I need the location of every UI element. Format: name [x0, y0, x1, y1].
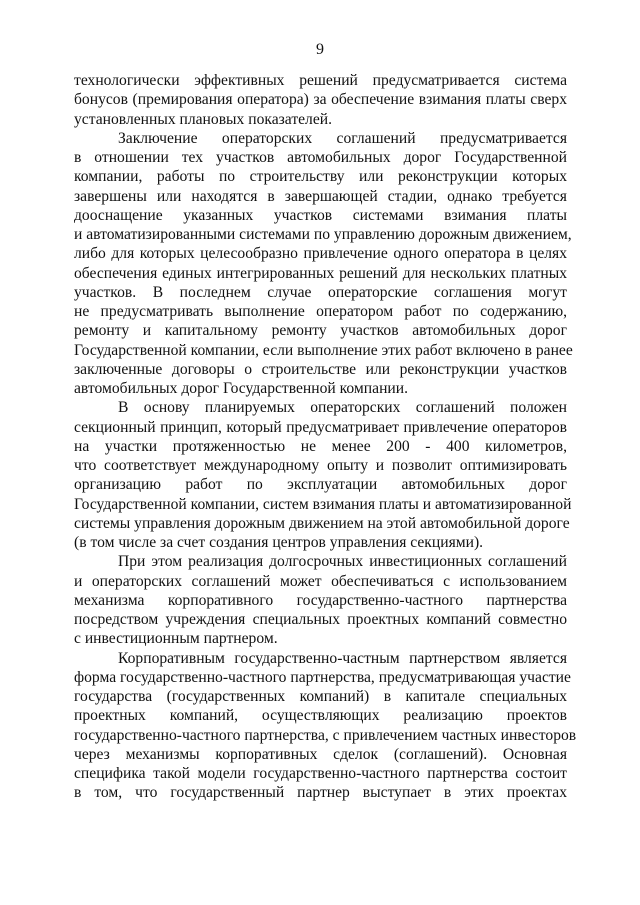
text-line: Государственной компании, если выполнение этих работ включено в ранее [74, 341, 573, 359]
text-line: секционный принцип, который предусматривает привлечение операторов [74, 418, 567, 436]
text-line: с инвестиционным партнером. [74, 630, 278, 648]
document-body [74, 71, 577, 803]
text-line: форма государственно-частного партнерства, предусматривающая участие [74, 668, 571, 686]
text-line: механизма корпоративного государственно-частного партнерства [74, 591, 567, 609]
text-line: Заключение операторских соглашений предусматривается [118, 129, 567, 147]
text-line: дооснащение указанных участков системами взимания платы [74, 206, 567, 224]
text-line: системы управления дорожным движением на этой автомобильной дороге [74, 514, 570, 532]
text-line: и операторских соглашений может обеспечиваться с использованием [74, 572, 567, 590]
text-line: либо для которых целесообразно привлечение одного оператора в целях [74, 245, 567, 263]
text-line: что соответствует международному опыту и позволит оптимизировать [74, 457, 567, 474]
text-line: обеспечения единых интегрированных решений для нескольких платных [74, 264, 567, 282]
text-line: Корпоративным государственно-частным партнерством является [118, 649, 567, 667]
paragraph [74, 71, 567, 129]
paragraph [74, 129, 573, 399]
text-line: проектных компаний, осуществляющих реализацию проектов [74, 707, 567, 725]
text-line: государства (государственных компаний) в капитале специальных [74, 688, 567, 705]
text-line: посредством учреждения специальных проектных компаний совместно [74, 611, 567, 628]
text-line: завершены или находятся в завершающей стадии, однако требуется [74, 187, 567, 205]
text-line: организацию работ по эксплуатации автомобильных дорог [74, 476, 567, 494]
text-line: и автоматизированными системами по управлению дорожным движением, [74, 226, 572, 243]
text-line: не предусматривать выполнение оператором работ по содержанию, [74, 303, 567, 320]
text-line: При этом реализация долгосрочных инвестиционных соглашений [118, 553, 567, 571]
paragraph [74, 552, 567, 648]
text-line: в том, что государственный партнер выступает в этих проектах [74, 784, 567, 802]
text-line: технологически эффективных решений предусматривается система [74, 72, 567, 89]
text-line: заключенные договоры о строительстве или реконструкции участков [74, 360, 567, 378]
text-line: ремонту и капитальному ремонту участков автомобильных дорог [74, 322, 567, 340]
text-line: бонусов (премирования оператора) за обеспечение взимания платы сверх [74, 91, 567, 109]
text-line: установленных плановых показателей. [74, 110, 332, 128]
text-line: компании, работы по строительству или реконструкции которых [74, 168, 567, 186]
text-line: специфика такой модели государственно-частного партнерства состоит [74, 765, 567, 782]
text-line: (в том числе за счет создания центров управления секциями). [74, 534, 484, 551]
paragraph [74, 398, 572, 552]
text-line: государственно-частного партнерства, с привлечением частных инвесторов [74, 726, 577, 744]
text-line: участков. В последнем случае операторские соглашения могут [74, 283, 567, 301]
text-line: через механизмы корпоративных сделок (соглашений). Основная [74, 745, 567, 763]
paragraph [74, 649, 577, 803]
text-line: Государственной компании, систем взимания платы и автоматизированной [74, 495, 572, 513]
text-line: на участки протяженностью не менее 200 - 400 километров, [74, 437, 567, 455]
text-line: автомобильных дорог Государственной компании. [74, 380, 408, 397]
page-number: 9 [316, 41, 324, 58]
text-line: в отношении тех участков автомобильных дорог Государственной [74, 149, 567, 166]
text-line: В основу планируемых операторских соглашений положен [118, 399, 567, 417]
